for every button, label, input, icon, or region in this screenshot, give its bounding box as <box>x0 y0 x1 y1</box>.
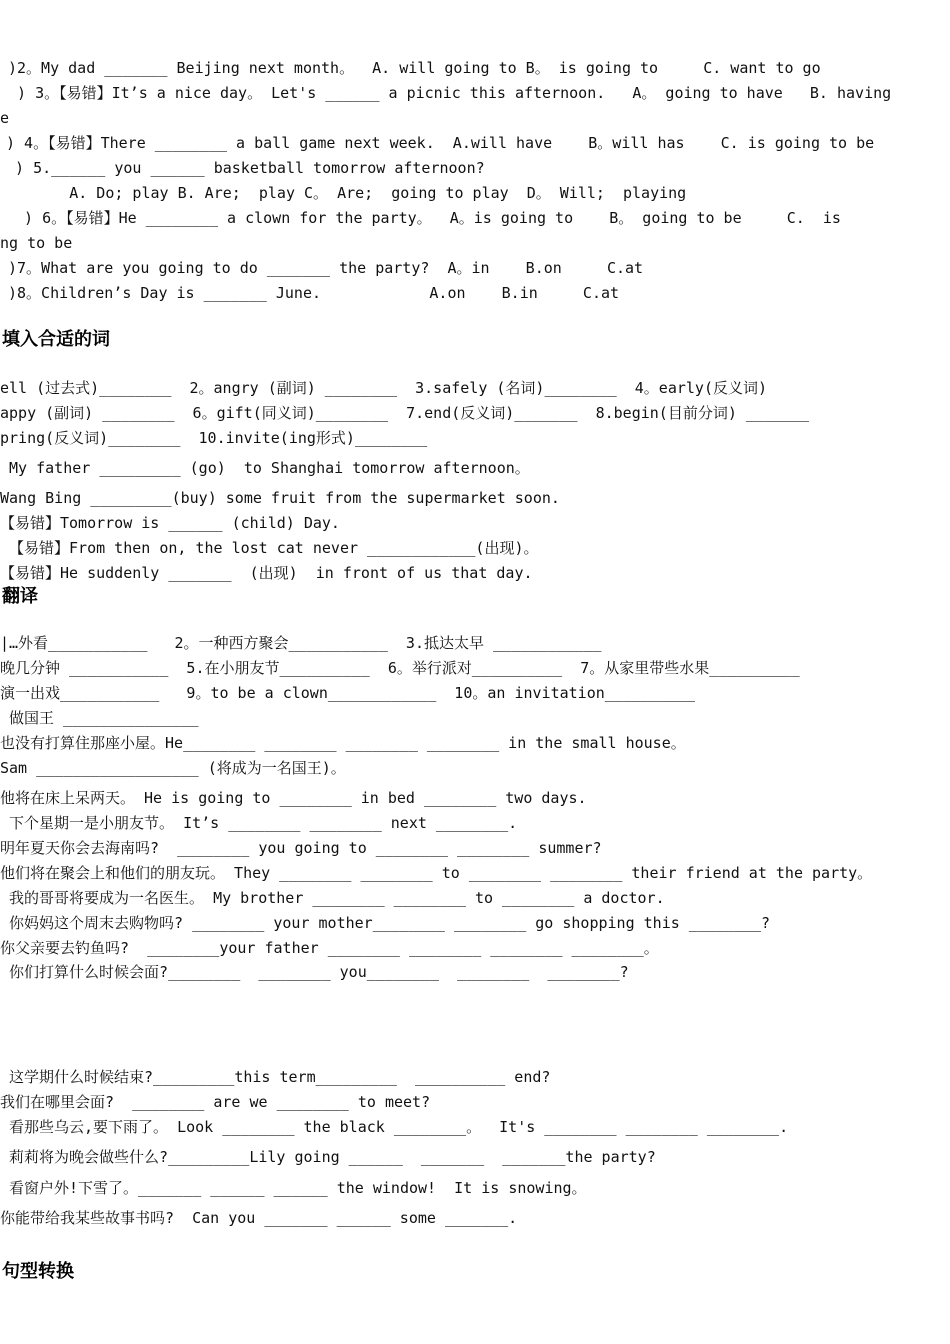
fill-sentence-5: 【易错】He suddenly _______ (出现) in front of us that day. <box>0 564 533 582</box>
question-4: ) 4。【易错】There ________ a ball game next week. A.will have B。will has C. is going to be <box>6 134 875 152</box>
translation-line-7: 他将在床上呆两天。 He is going to ________ in bed ________ two days. <box>0 789 587 807</box>
translation-line-4: 做国王 _______________ <box>0 709 199 727</box>
translation-line-8: 下个星期一是小朋友节。 It’s ________ ________ next ________. <box>0 814 518 832</box>
translation-line-18: 莉莉将为晚会做些什么?_________Lily going ______ _______ _______the party? <box>0 1148 656 1166</box>
word-form-line-1: ell (过去式)________ 2。angry (副词) ________ 3.safely (名词)________ 4。early(反义词) <box>0 379 768 397</box>
translation-line-10: 他们将在聚会上和他们的朋友玩。 They ________ ________ to ________ ________ their friend at the party。 <box>0 864 873 882</box>
fill-sentence-2: Wang Bing _________(buy) some fruit from the supermarket soon. <box>0 489 560 507</box>
question-3-wrap: e <box>0 109 10 127</box>
fill-sentence-4: 【易错】From then on, the lost cat never ____________(出现)。 <box>0 539 539 557</box>
question-6: ) 6。【易错】He ________ a clown for the party。 A。is going to B。 going to be C. is <box>6 209 841 227</box>
translation-line-19: 看窗户外!下雪了。_______ ______ ______ the window! It is snowing。 <box>0 1179 587 1197</box>
translation-line-9: 明年夏天你会去海南吗? ________ you going to ________ ________ summer? <box>0 839 602 857</box>
translation-line-3: 演一出戏___________ 9。to be a clown____________ 10。an invitation__________ <box>0 684 696 702</box>
question-2: )2。My dad _______ Beijing next month。 A. will going to B。 is going to C. want to go <box>8 59 821 77</box>
question-5: ) 5.______ you ______ basketball tomorrow afternoon? <box>6 159 485 177</box>
translation-line-5: 也没有打算住那座小屋。He________ ________ ________ ________ in the small house。 <box>0 734 686 752</box>
question-3: ) 3。【易错】It’s a nice day。 Let's ______ a picnic this afternoon. A。 going to have B. having <box>8 84 892 102</box>
question-7: )7。What are you going to do _______ the party? A。in B.on C.at <box>8 259 644 277</box>
section-heading-fill-words: 填入合适的词 <box>2 329 110 350</box>
translation-line-17: 看那些乌云,要下雨了。 Look ________ the black ________。 It's ________ ________ ________. <box>0 1118 789 1136</box>
translation-line-14: 你们打算什么时候会面?________ ________ you________ ________ ________? <box>0 963 629 981</box>
section-heading-sentence-transform: 句型转换 <box>2 1261 74 1282</box>
translation-line-2: 晚几分钟 ___________ 5.在小朋友节__________ 6。举行派对__________ 7。从家里带些水果__________ <box>0 659 800 677</box>
question-8: )8。Children’s Day is _______ June. A.on B.in C.at <box>8 284 620 302</box>
section-heading-translation: 翻译 <box>2 586 38 607</box>
translation-line-15: 这学期什么时候结束?_________this term_________ __________ end? <box>0 1068 551 1086</box>
translation-line-1: |…外看___________ 2。一种西方聚会___________ 3.抵达太早 ____________ <box>0 634 602 652</box>
question-5-options: A. Do; play B. Are; play C。 Are; going to play D。 Will; playing <box>6 184 687 202</box>
fill-sentence-3: 【易错】Tomorrow is ______ (child) Day. <box>0 514 340 532</box>
translation-line-16: 我们在哪里会面? ________ are we ________ to meet? <box>0 1093 431 1111</box>
translation-line-20: 你能带给我某些故事书吗? Can you _______ ______ some _______. <box>0 1209 518 1227</box>
translation-line-12: 你妈妈这个周末去购物吗? ________ your mother________ ________ go shopping this ________? <box>0 914 771 932</box>
fill-sentence-1: My father _________ (go) to Shanghai tomorrow afternoon。 <box>0 459 530 477</box>
question-6-wrap: ng to be <box>0 234 73 252</box>
word-form-line-2: appy (副词) ________ 6。gift(同义词)________ 7.end(反义词)_______ 8.begin(目前分词) _______ <box>0 404 810 422</box>
translation-line-11: 我的哥哥将要成为一名医生。 My brother ________ ________ to ________ a doctor. <box>0 889 665 907</box>
translation-line-13: 你父亲要去钓鱼吗? ________your father ________ ________ ________ ________。 <box>0 939 659 957</box>
word-form-line-3: pring(反义词)________ 10.invite(ing形式)________ <box>0 429 428 447</box>
translation-line-6: Sam __________________ (将成为一名国王)。 <box>0 759 346 777</box>
